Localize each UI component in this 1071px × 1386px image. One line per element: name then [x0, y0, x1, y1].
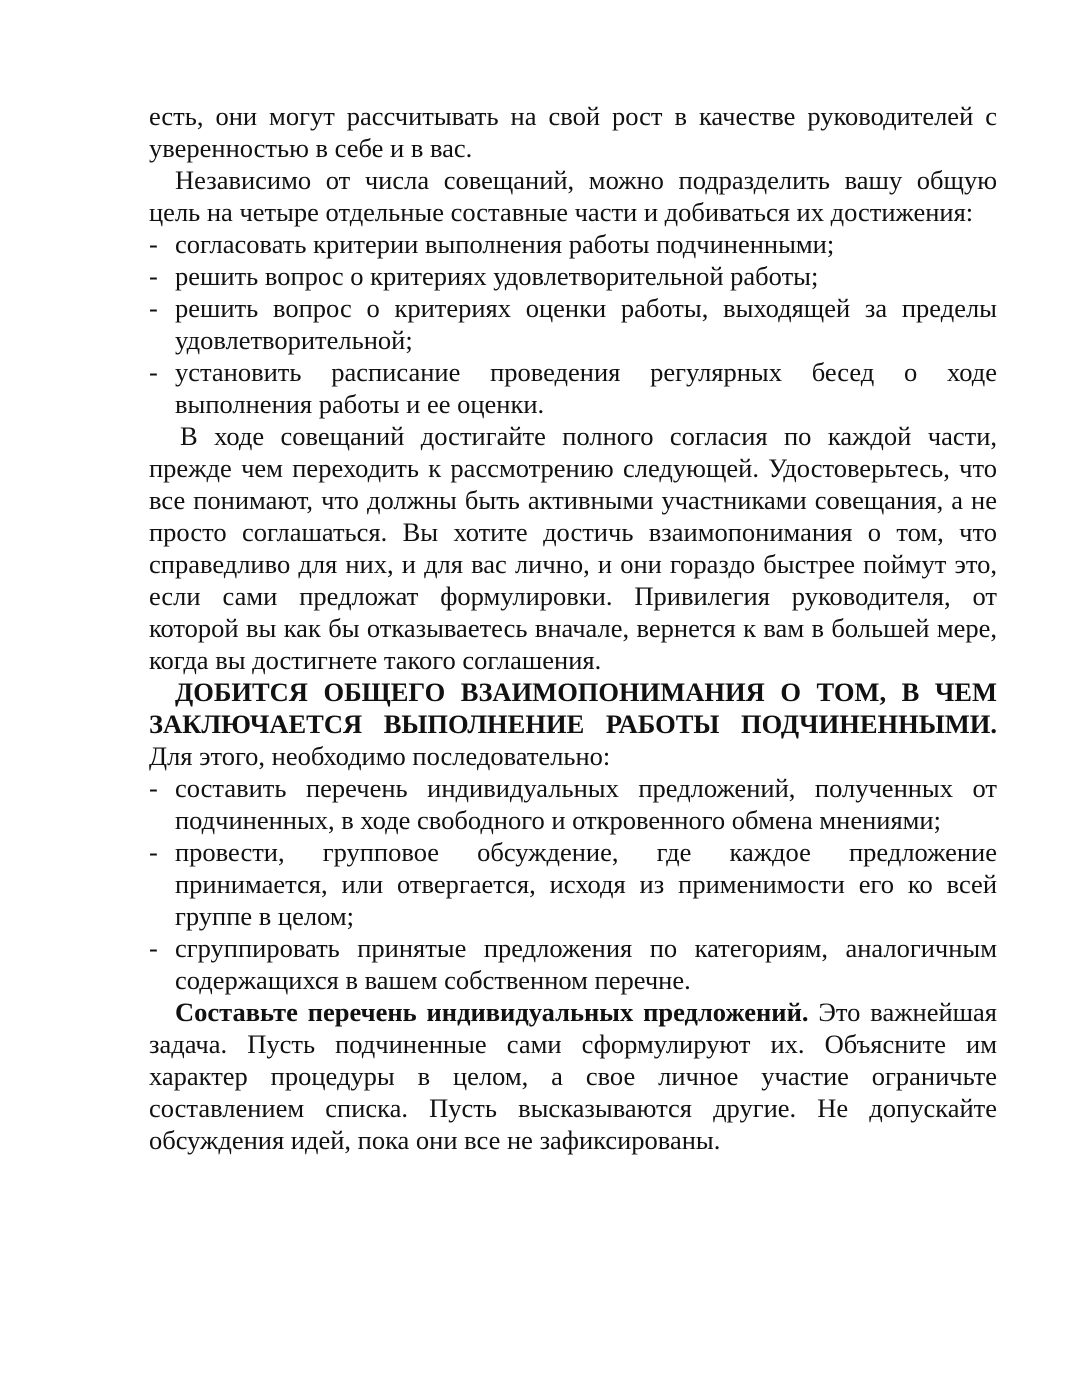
list-item	[149, 356, 997, 420]
list-item-text: составить перечень индивидуальных предложений, полученных от подчиненных, в ходе свободного и откровенного обмена мнениями;	[175, 773, 997, 835]
paragraph-agreement: В ходе совещаний достигайте полного согласия по каждой части, прежде чем переходить к рассмотрению следующей. Удостоверьтесь, что все понимают, что должны быть активными участниками совещания, а не просто соглашаться. Вы хотите достичь взаимопонимания о том, что справедливо для них, и для вас лично, и они гораздо быстрее поймут это, если сами предложат формулировки. Привилегия руководителя, от которой вы как бы отказываетесь вначале, вернется к вам в большей мере, когда вы достигнете такого соглашения.	[149, 421, 997, 675]
paragraph-body: Это важнейшая задача. Пусть подчиненные сами сформулируют их. Объясните им характер процедуры в целом, а свое личное участие ограничьте составлением списка. Пусть высказываются другие. Не допускайте обсуждения идей, пока они все не зафиксированы.	[149, 997, 997, 1155]
list-item-text: сгруппировать принятые предложения по категориям, аналогичным содержащихся в вашем собственном перечне.	[175, 933, 997, 995]
dash-bullet: -	[149, 773, 158, 803]
list-item	[149, 260, 997, 292]
list-item	[149, 772, 997, 836]
list-item	[149, 932, 997, 996]
list-item-text: установить расписание проведения регулярных бесед о ходе выполнения работы и ее оценки.	[175, 357, 997, 419]
list-item-text: решить вопрос о критериях удовлетворительной работы;	[175, 261, 819, 291]
dash-bullet: -	[149, 293, 158, 323]
paragraph-goal: Независимо от числа совещаний, можно подразделить вашу общую цель на четыре отдельные составные части и добиваться их достижения:	[149, 165, 997, 227]
dash-bullet: -	[149, 837, 158, 867]
paragraph-lead-bold: Составьте перечень индивидуальных предложений.	[175, 997, 809, 1027]
section-heading-tail: Для этого, необходимо последовательно:	[149, 741, 611, 771]
paragraph-individual-proposals	[149, 996, 997, 1156]
dash-bullet: -	[149, 229, 158, 259]
section-heading-paragraph	[149, 676, 997, 772]
list-item	[149, 228, 997, 260]
steps-list	[149, 772, 997, 996]
list-item-text: согласовать критерии выполнения работы подчиненными;	[175, 229, 835, 259]
list-item	[149, 836, 997, 932]
paragraph-intro-continuation: есть, они могут рассчитывать на свой рост в качестве руководителей с уверенностью в себе и в вас.	[149, 101, 997, 163]
dash-bullet: -	[149, 357, 158, 387]
dash-bullet: -	[149, 261, 158, 291]
dash-bullet: -	[149, 933, 158, 963]
goals-list	[149, 228, 997, 420]
list-item-text: провести, групповое обсуждение, где каждое предложение принимается, или отвергается, исходя из применимости его ко всей группе в целом;	[175, 837, 997, 931]
list-item-text: решить вопрос о критериях оценки работы, выходящей за пределы удовлетворительной;	[175, 293, 997, 355]
list-item	[149, 292, 997, 356]
section-heading: ДОБИТСЯ ОБЩЕГО ВЗАИМОПОНИМАНИЯ О ТОМ, В ЧЕМ ЗАКЛЮЧАЕТСЯ ВЫПОЛНЕНИЕ РАБОТЫ ПОДЧИНЕННЫМИ.	[149, 677, 997, 739]
document-page	[149, 100, 997, 1156]
